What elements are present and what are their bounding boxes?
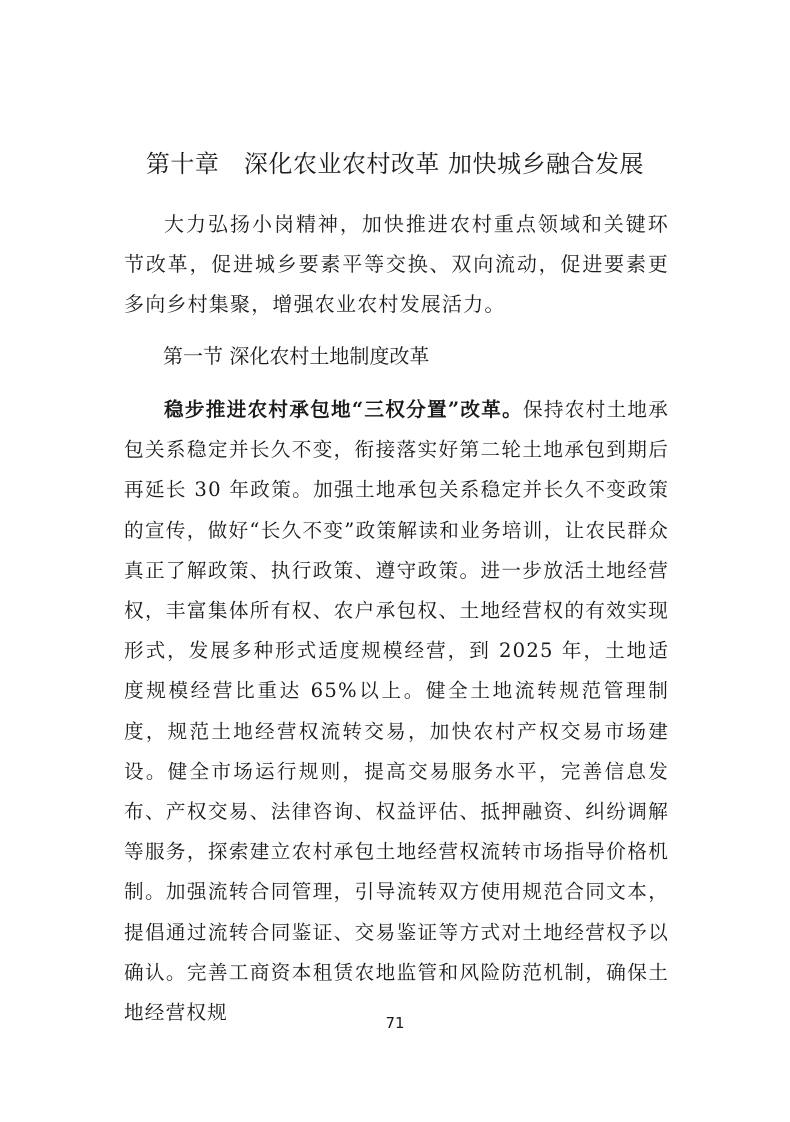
section-title: 第一节 深化农村土地制度改革 <box>163 344 430 368</box>
body-paragraph <box>124 390 669 1033</box>
chapter-title: 第十章 深化农业农村改革 加快城乡融合发展 <box>145 150 645 178</box>
intro-paragraph: 大力弘扬小岗精神，加快推进农村重点领域和关键环节改革，促进城乡要素平等交换、双向流动，促进要素更多向乡村集聚，增强农业农村发展活力。 <box>124 212 669 316</box>
paragraph-text: 保持农村土地承包关系稳定并长久不变，衔接落实好第二轮土地承包到期后再延长 30 年政策。加强土地承包关系稳定并长久不变政策的宣传，做好“长久不变”政策解读和业务培训，让农民群众真正了解政策、执行政策、遵守政策。进一步放活土地经营权，丰富集体所有权、农户承包权、土地经营权的有效实现形式，发展多种形式适度规模经营，到 2025 年，土地适度规模经营比重达 65%以上。健全土地流转规范管理制度，规范土地经营权流转交易，加快农村产权交易市场建设。健全市场运行规则，提高交易服务水平，完善信息发布、产权交易、法律咨询、权益评估、抵押融资、纠纷调解等服务，探索建立农村承包土地经营权流转市场指导价格机制。加强流转合同管理，引导流转双方使用规范合同文本，提倡通过流转合同鉴证、交易鉴证等方式对土地经营权予以确认。完善工商资本租赁农地监管和风险防范机制，确保土地经营权规 <box>124 398 670 1025</box>
paragraph-lead: 稳步推进农村承包地“三权分置”改革。 <box>164 398 523 421</box>
page-number: 71 <box>385 1014 405 1032</box>
